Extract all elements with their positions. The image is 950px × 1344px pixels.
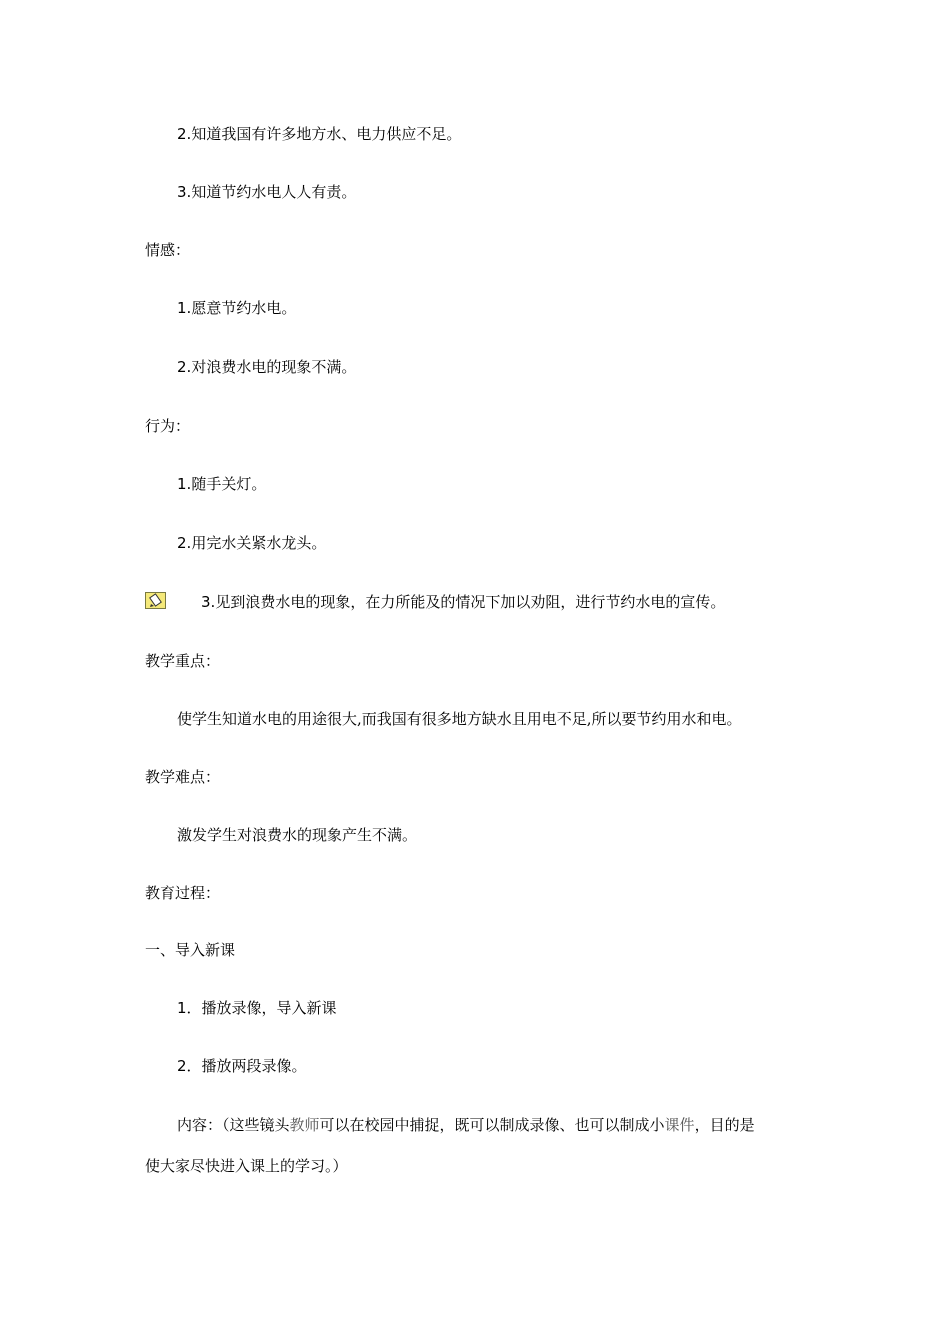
goal-line: 2.知道我国有许多地方水、电力供应不足。: [177, 125, 462, 143]
difficulty-text: 激发学生对浪费水的现象产生不满。: [177, 826, 418, 844]
section-heading-behavior: 行为：: [145, 417, 191, 435]
goal-line: 2.用完水关紧水龙头。: [177, 534, 327, 552]
content-paragraph-line: 内容：（这些镜头教师可以在校园中捕捉，既可以制成录像、也可以制成小课件，目的是: [177, 1116, 755, 1134]
section-heading-emotion: 情感：: [145, 241, 191, 259]
section-heading-difficulty: 教学难点：: [145, 768, 221, 786]
goal-line: 3.见到浪费水电的现象，在力所能及的情况下加以劝阻，进行节约水电的宣传。: [201, 593, 726, 611]
goal-line: 2.对浪费水电的现象不满。: [177, 358, 357, 376]
section-heading-key-point: 教学重点：: [145, 652, 221, 670]
goal-line: 1.随手关灯。: [177, 475, 267, 493]
link-teacher[interactable]: 教师: [289, 1116, 320, 1134]
link-courseware[interactable]: 课件: [664, 1116, 695, 1134]
note-pencil-icon[interactable]: [145, 592, 166, 609]
section-heading-process: 教育过程：: [145, 884, 221, 902]
key-point-text: 使学生知道水电的用途很大,而我国有很多地方缺水且用电不足,所以要节约用水和电。: [177, 710, 742, 728]
step-line: 1．播放录像，导入新课: [177, 999, 337, 1017]
goal-line: 1.愿意节约水电。: [177, 299, 297, 317]
step-line: 2．播放两段录像。: [177, 1057, 307, 1075]
goal-line: 3.知道节约水电人人有责。: [177, 183, 357, 201]
content-paragraph-line: 使大家尽快进入课上的学习。）: [145, 1157, 348, 1175]
subsection-heading: 一、导入新课: [145, 941, 236, 959]
